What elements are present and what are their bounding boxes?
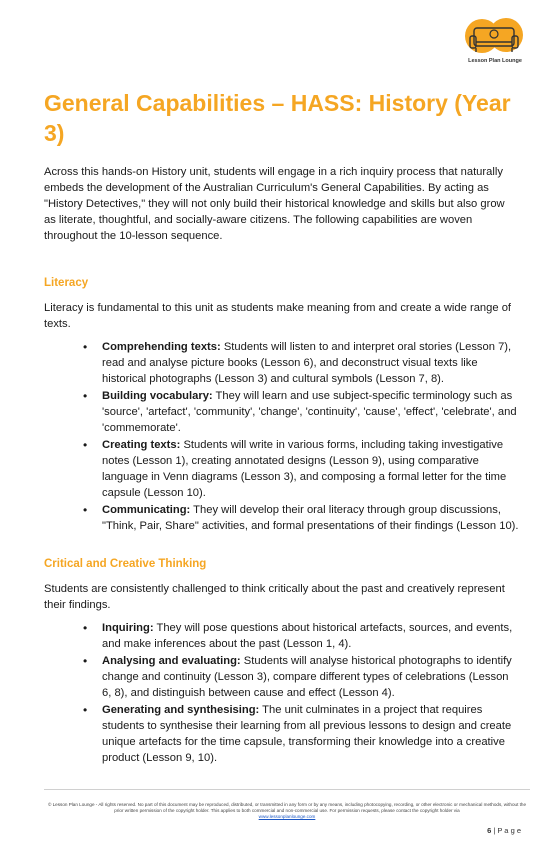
section-heading-literacy: Literacy <box>44 277 89 289</box>
list-item: • Comprehending texts: Students will listen to and interpret oral stories (Lesson 7), read and analyse picture books (Lesson 6), and deconstruct visual texts like historical photographs (Lesson 3) and cultural symbols (Lesson 7, 8). <box>102 339 520 387</box>
page-number: 6 | P a g e <box>487 826 521 835</box>
footer-link[interactable]: www.lessonplanlounge.com <box>258 814 316 820</box>
footer-copyright <box>44 802 530 821</box>
footer-text: © Lesson Plan Lounge - All rights reserved. No part of this document may be reproduced, distributed, or transmitted in any form or by any means, including photocopying, recording, or other electronic or mechanical methods, without the prior written permission of the copyright holder. This applies to both commercial and non-commercial use. For permission requests, please contact the copyright holder via <box>47 802 527 814</box>
footer-divider <box>44 789 530 790</box>
section-intro-critical-thinking: Students are consistently challenged to think critically about the past and creatively represent their findings. <box>44 583 505 611</box>
list-item: • Inquiring: They will pose questions about historical artefacts, sources, and events, and make inferences about the past (Lesson 1, 4). <box>102 620 520 652</box>
list-item: • Creating texts: Students will write in various forms, including taking investigative notes (Lesson 1), creating annotated designs (Lesson 9), using comparative language in Venn diagrams (Lesson 3), and composing a formal letter for the time capsule (Lesson 10). <box>102 437 520 501</box>
lounge-chair-icon <box>462 18 528 58</box>
intro-paragraph: Across this hands-on History unit, students will engage in a rich inquiry process that naturally embeds the development of the Australian Curriculum's General Capabilities. By acting as "History Detectives," they will not only build their historical knowledge and skills but also grow as literate, thoughtful, and socially-aware citizens. The following capabilities are woven throughout the 10-lesson sequence. <box>44 166 505 242</box>
section-heading-critical-thinking: Critical and Creative Thinking <box>44 558 207 570</box>
list-item: • Generating and synthesising: The unit culminates in a project that requires students to synthesise their learning from all previous lessons to design and create unique artefacts for the time capsule, transforming their knowledge into a creative product (Lesson 9, 10). <box>102 702 520 766</box>
critical-thinking-list <box>102 620 520 767</box>
list-item: • Analysing and evaluating: Students will analyse historical photographs to identify change and continuity (Lesson 3), compare different types of celebrations (Lesson 6, 8), and distinguish between cause and effect (Lesson 4). <box>102 653 520 701</box>
literacy-list <box>102 339 520 535</box>
list-item: • Building vocabulary: They will learn and use subject-specific terminology such as 'source', 'artefact', 'community', 'change', 'continuity', 'cause', 'effect', 'celebrate', and 'commemorate'. <box>102 388 520 436</box>
list-item: • Communicating: They will develop their oral literacy through group discussions, "Think, Pair, Share" activities, and formal presentations of their findings (Lesson 10). <box>102 502 520 534</box>
page-title: General Capabilities – HASS: History (Year 3) <box>44 90 511 146</box>
logo-text: Lesson Plan Lounge <box>468 58 522 64</box>
section-intro-literacy: Literacy is fundamental to this unit as students make meaning from and create a wide range of texts. <box>44 302 512 330</box>
